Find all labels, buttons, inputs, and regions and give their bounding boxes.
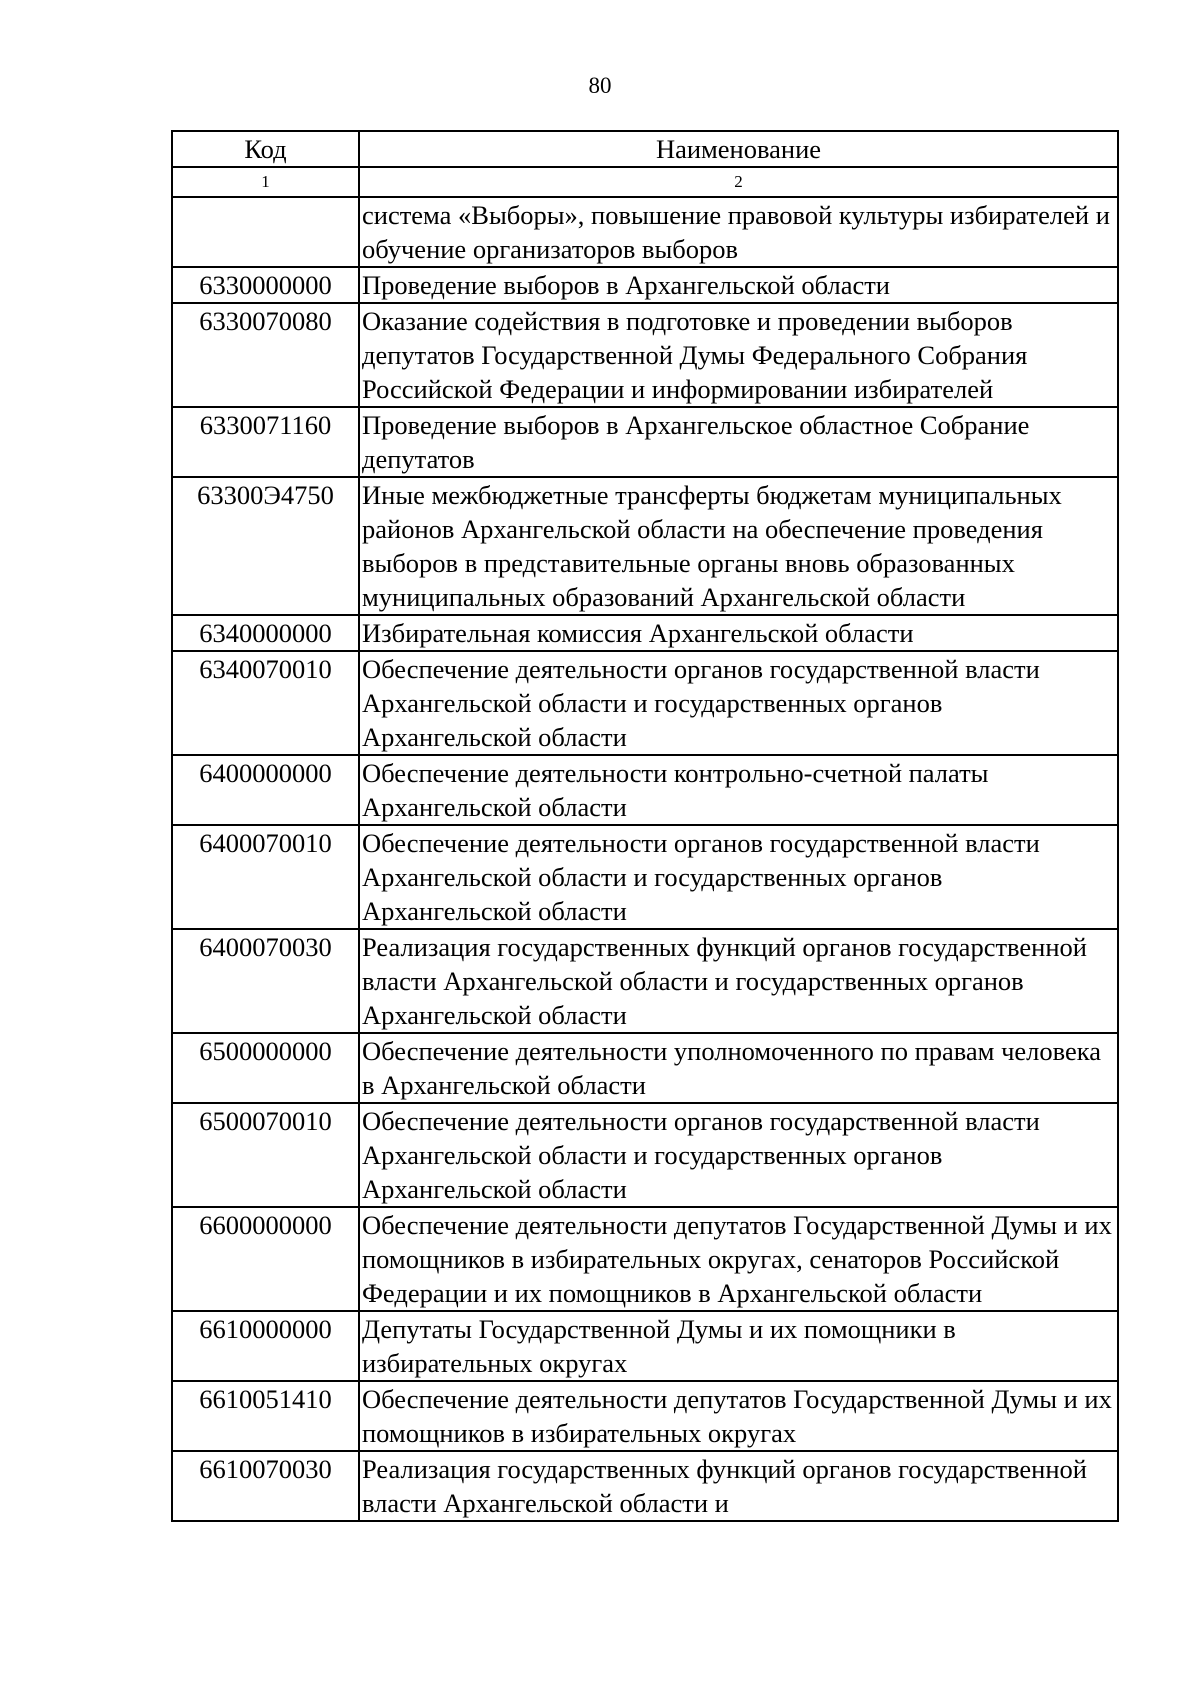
table-row	[172, 477, 1118, 615]
table-row	[172, 1311, 1118, 1381]
header-code: Код	[172, 131, 359, 167]
row-code: 6600000000	[172, 1207, 359, 1311]
row-code: 6500070010	[172, 1103, 359, 1207]
classification-table	[171, 130, 1119, 1522]
row-code: 6610070030	[172, 1451, 359, 1521]
table-row	[172, 825, 1118, 929]
table-row	[172, 1381, 1118, 1451]
column-index-name: 2	[359, 167, 1118, 197]
table-row	[172, 651, 1118, 755]
row-code: 6610000000	[172, 1311, 359, 1381]
page-number: 80	[588, 73, 612, 98]
header-name: Наименование	[359, 131, 1118, 167]
row-code	[172, 197, 359, 267]
table-row	[172, 1451, 1118, 1521]
row-code: 6330000000	[172, 267, 359, 303]
table-row	[172, 615, 1118, 651]
row-code: 6610051410	[172, 1381, 359, 1451]
row-code: 6330070080	[172, 303, 359, 407]
row-name: Обеспечение деятельности органов государственной власти Архангельской области и государственных органов Архангельской области	[359, 651, 1118, 755]
row-code: 6500000000	[172, 1033, 359, 1103]
row-name: Обеспечение деятельности уполномоченного по правам человека в Архангельской области	[359, 1033, 1118, 1103]
row-code: 6400000000	[172, 755, 359, 825]
row-code: 6400070010	[172, 825, 359, 929]
row-name: Реализация государственных функций органов государственной власти Архангельской области и государственных органов Архангельской области	[359, 929, 1118, 1033]
table-header-row	[172, 131, 1118, 167]
table-row	[172, 929, 1118, 1033]
table-row	[172, 755, 1118, 825]
row-name: Проведение выборов в Архангельское областное Собрание депутатов	[359, 407, 1118, 477]
row-name: система «Выборы», повышение правовой культуры избирателей и обучение организаторов выборов	[359, 197, 1118, 267]
row-name: Обеспечение деятельности органов государственной власти Архангельской области и государственных органов Архангельской области	[359, 825, 1118, 929]
row-name: Обеспечение деятельности органов государственной власти Архангельской области и государственных органов Архангельской области	[359, 1103, 1118, 1207]
column-index-code: 1	[172, 167, 359, 197]
row-code: 6400070030	[172, 929, 359, 1033]
row-name: Избирательная комиссия Архангельской области	[359, 615, 1118, 651]
row-name: Обеспечение деятельности депутатов Государственной Думы и их помощников в избирательных округах	[359, 1381, 1118, 1451]
row-code: 6330071160	[172, 407, 359, 477]
row-code: 6340070010	[172, 651, 359, 755]
table-row	[172, 407, 1118, 477]
row-name: Иные межбюджетные трансферты бюджетам муниципальных районов Архангельской области на обеспечение проведения выборов в представительные органы вновь образованных муниципальных образований Архангельской области	[359, 477, 1118, 615]
column-index-row	[172, 167, 1118, 197]
row-name: Обеспечение деятельности контрольно-счетной палаты Архангельской области	[359, 755, 1118, 825]
table-row	[172, 1207, 1118, 1311]
row-name: Оказание содействия в подготовке и проведении выборов депутатов Государственной Думы Федерального Собрания Российской Федерации и информировании избирателей	[359, 303, 1118, 407]
row-name: Депутаты Государственной Думы и их помощники в избирательных округах	[359, 1311, 1118, 1381]
row-code: 6340000000	[172, 615, 359, 651]
table-row	[172, 197, 1118, 267]
row-code: 63300Э4750	[172, 477, 359, 615]
table-row	[172, 303, 1118, 407]
table-row	[172, 1033, 1118, 1103]
row-name: Обеспечение деятельности депутатов Государственной Думы и их помощников в избирательных округах, сенаторов Российской Федерации и их помощников в Архангельской области	[359, 1207, 1118, 1311]
table-row	[172, 267, 1118, 303]
row-name: Проведение выборов в Архангельской области	[359, 267, 1118, 303]
table-row	[172, 1103, 1118, 1207]
row-name: Реализация государственных функций органов государственной власти Архангельской области и	[359, 1451, 1118, 1521]
